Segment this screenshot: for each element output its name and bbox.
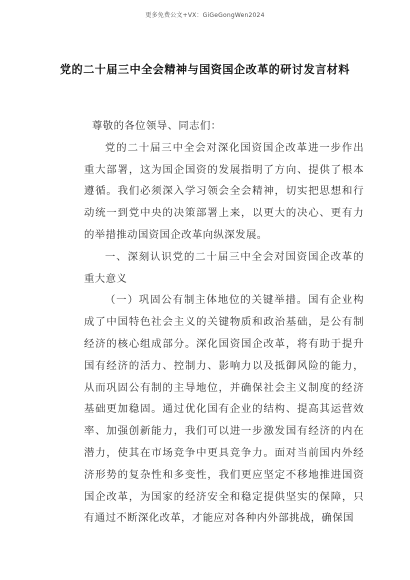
- intro-paragraph: 党的二十届三中全会对深化国资国企改革进一步作出重大部署，这为国企国资的发展指明了方向、提供了根本遵循。我们必须深入学习领会全会精神，切实把思想和行动统一到党中央的决策部署上来，以更大的决心、更有力的举措推动国资国企改革向纵深发展。: [84, 141, 364, 241]
- subsection-paragraph-1: （一）巩固公有制主体地位的关键举措。国有企业构成了中国特色社会主义的关键物质和政治基础，是公有制经济的核心组成部分。深化国资国企改革，将有助于提升国有经济的活力、控制力、影响力以及抵御风险的能力，从而巩固公有制的主导地位，并确保社会主义制度的经济基础更加稳固。通过优化国有企业的结构、提高其运营效率、加强创新能力，我们可以进一步激发国有经济的内在潜力，使其在市场竞争中更具竞争力。面对当前国内外经济形势的复杂性和多变性，我们更应坚定不移地推进国资国企改革，为国家的经济安全和稳定提供坚实的保障，只有通过不断深化改革，才能应对各种内外部挑战，确保国: [84, 294, 364, 525]
- document-title: 党的二十届三中全会精神与国资国企改革的研讨发言材料: [60, 63, 350, 76]
- document-body: [84, 116, 364, 530]
- section-heading-1: 一、深刻认识党的二十届三中全会对国资国企改革的重大意义: [84, 250, 364, 285]
- salutation: 尊敬的各位领导、同志们：: [92, 120, 222, 132]
- header-note: 更多免费公文+VX：GiGeGongWen2024: [145, 12, 265, 19]
